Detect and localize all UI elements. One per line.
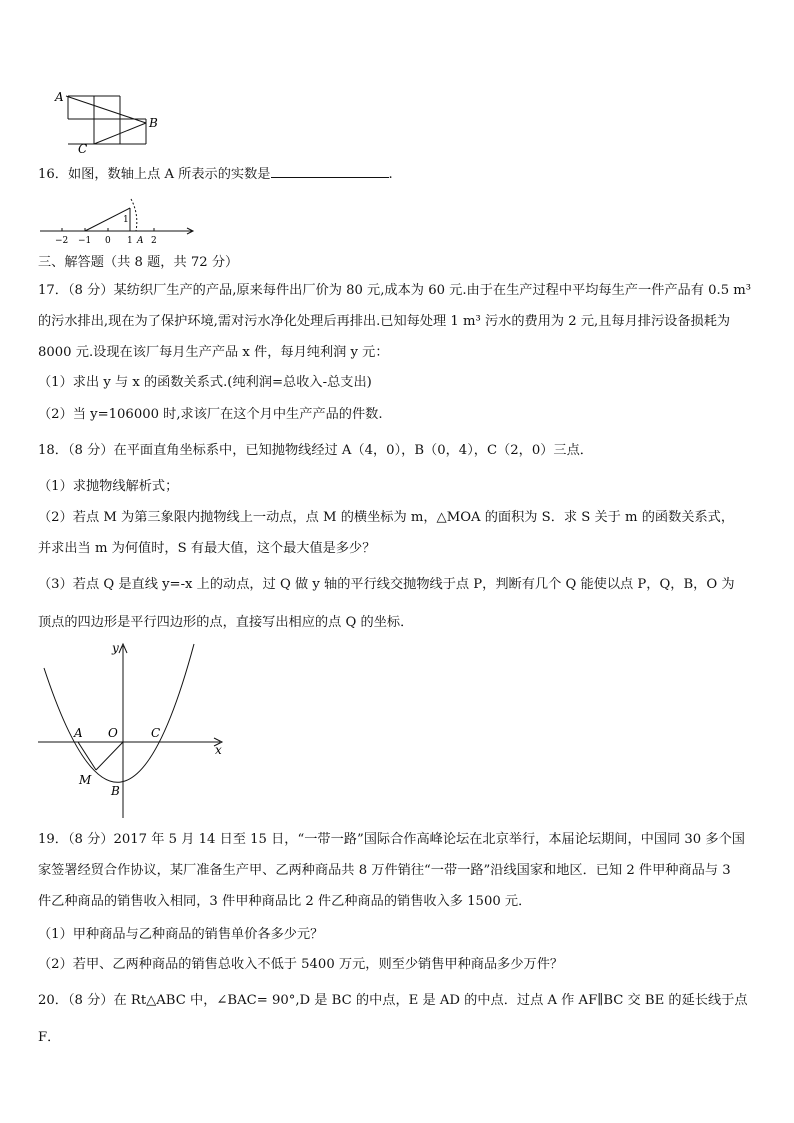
tick-label-1: 1	[127, 236, 133, 246]
question-16-text: 16．如图，数轴上点 A 所表示的实数是	[38, 167, 271, 182]
tick-label-2: 2	[151, 236, 157, 246]
q17-line-3: 8000 元.设现在该厂每月生产产品 x 件，每月纯利润 y 元：	[38, 345, 389, 360]
point-label-b: B	[111, 784, 120, 798]
section-title: 三、解答题（共 8 题，共 72 分）	[38, 255, 239, 270]
tick-label-neg1: −1	[78, 236, 92, 246]
label-a: A	[55, 90, 64, 104]
q18-line-1: 18．（8 分）在平面直角坐标系中，已知抛物线经过 A（4，0），B（0，4），C（2，0）三点．	[38, 443, 593, 458]
q18-sub-2b: 并求出当 m 为何值时，S 有最大值，这个最大值是多少？	[38, 541, 376, 556]
axis-label-x: x	[215, 743, 222, 757]
label-b: B	[149, 116, 158, 130]
q19-sub-1: （1）甲种商品与乙种商品的销售单价各多少元？	[38, 927, 324, 942]
q17-sub-1: （1）求出 y 与 x 的函数关系式.(纯利润=总收入-总支出)	[38, 375, 372, 390]
tick-label-neg2: −2	[55, 236, 69, 246]
grid-figure-q15	[50, 88, 170, 158]
tick-label-0: 0	[105, 236, 111, 246]
q20-line-1: 20．（8 分）在 Rt△ABC 中，∠BAC= 90°,D 是 BC 的中点，E 是 AD 的中点．过点 A 作 AF∥BC 交 BE 的延长线于点	[38, 993, 748, 1008]
question-16	[38, 164, 393, 185]
point-label-o: O	[108, 726, 118, 740]
answer-blank[interactable]	[271, 164, 389, 178]
q17-line-1: 17．（8 分）某纺织厂生产的产品,原来每件出厂价为 80 元,成本为 60 元.由于在生产过程中平均每生产一件产品有 0.5 m³	[38, 283, 752, 298]
number-line-figure	[36, 192, 200, 248]
q17-sub-2: （2）当 y=106000 时,求该厂在这个月中生产产品的件数.	[38, 407, 383, 422]
q19-line-3: 件乙种商品的销售收入相同，3 件甲种商品比 2 件乙种商品的销售收入多 1500 元．	[38, 894, 532, 909]
q19-sub-2: （2）若甲、乙两种商品的销售总收入不低于 5400 万元，则至少销售甲种商品多少万件？	[38, 957, 564, 972]
axis-label-y: y	[112, 641, 119, 655]
q18-sub-3a: （3）若点 Q 是直线 y=-x 上的动点，过 Q 做 y 轴的平行线交抛物线于点 P，判断有几个 Q 能使以点 P，Q，B，O 为	[38, 577, 735, 592]
question-16-end: .	[388, 167, 393, 182]
parabola-figure	[34, 638, 230, 822]
q20-line-2: F．	[38, 1030, 61, 1045]
point-label-c: C	[151, 726, 161, 740]
point-label-m: M	[79, 773, 92, 787]
q18-sub-2a: （2）若点 M 为第三象限内抛物线上一动点，点 M 的横坐标为 m，△MOA 的面积为 S．求 S 关于 m 的函数关系式，	[38, 510, 735, 525]
q17-line-2: 的污水排出,现在为了保护环境,需对污水净化处理后再排出.已知每处理 1 m³ 污水的费用为 2 元,且每月排污设备损耗为	[38, 314, 731, 329]
q19-line-2: 家签署经贸合作协议，某厂准备生产甲、乙两种商品共 8 万件销往“一带一路”沿线国家和地区．已知 2 件甲种商品与 3	[38, 863, 731, 878]
segment-label-1: 1	[123, 215, 129, 225]
q18-sub-3b: 顶点的四边形是平行四边形的点，直接写出相应的点 Q 的坐标．	[38, 615, 414, 630]
q18-sub-1: （1）求抛物线解析式；	[38, 479, 179, 494]
q19-line-1: 19．（8 分）2017 年 5 月 14 日至 15 日，“一带一路”国际合作高峰论坛在北京举行，本届论坛期间，中国同 30 多个国	[38, 832, 745, 847]
label-c: C	[78, 142, 88, 156]
point-label-a: A	[74, 726, 83, 740]
point-label-a: A	[137, 236, 144, 246]
